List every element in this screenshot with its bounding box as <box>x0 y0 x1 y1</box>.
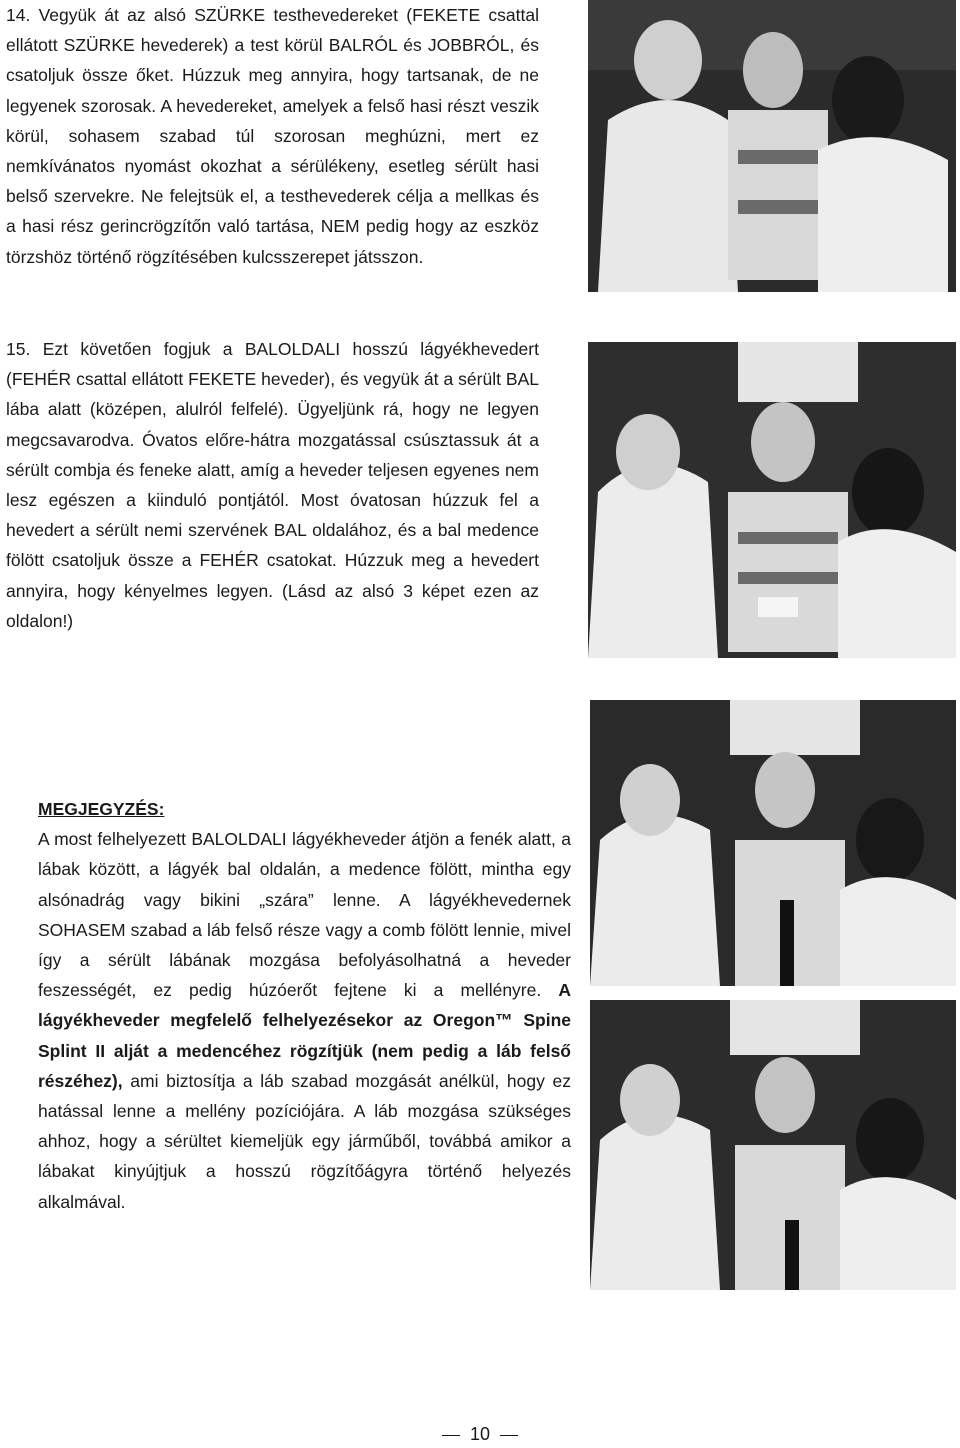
photo-note-1 <box>590 700 956 986</box>
step-15-paragraph <box>6 334 539 636</box>
footer-dash-right <box>500 1435 518 1436</box>
note-paragraph <box>38 794 571 1217</box>
note-bold-text: A lágyékheveder megfelelő felhelyezésekor az Oregon™ Spine Splint II alját a medencéhez rögzítjük (nem pedig a láb felső részéhez), <box>38 980 571 1091</box>
step-15-number: 15. <box>6 339 31 359</box>
note-title: MEGJEGYZÉS: <box>38 799 165 819</box>
step-14-paragraph <box>6 0 539 272</box>
photo-step-14 <box>588 0 956 292</box>
footer-dash-left <box>442 1435 460 1436</box>
note-text-2: ami biztosítja a láb szabad mozgását anélkül, hogy ez hatással lenne a mellény pozíciójára. A láb mozgása szükséges ahhoz, hogy a sérültet kiemeljük egy járműből, továbbá amikor a lábakat kinyújtjuk a hosszú rögzítőágyra történő helyezés alkalmával. <box>38 1070 571 1212</box>
step-14-number: 14. <box>6 5 31 25</box>
step-15-text: Ezt követően fogjuk a BALOLDALI hosszú lágyékhevedert (FEHÉR csattal ellátott FEKETE heveder), és vegyük át a sérült BAL lába alatt (középen, alulról felfelé). Ügyeljünk rá, hogy ne legyen megcsavarodva. Óvatos előre-hátra mozgatással csúsztassuk át a sérült combja és feneke alatt, amíg a heveder teljesen egyenes nem lesz egészen a kiinduló pontjától. Most óvatosan húzzuk fel a hevedert a sérült nemi szervének BAL oldalához, és a bal medence fölött csatoljuk össze a FEHÉR csatokat. Húzzuk meg a hevedert annyira, hogy kényelmes legyen. (Lásd az alsó 3 képet ezen az oldalon!) <box>6 339 539 631</box>
note-text-1: A most felhelyezett BALOLDALI lágyékheveder átjön a fenék alatt, a lábak között, a lágyék bal oldalán, a medence fölött, mintha egy alsónadrág vagy bikini „szára” lenne. A lágyékhevedernek SOHASEM szabad a láb felső része vagy a comb fölött lennie, mivel így a sérült lábának mozgása befolyásolhatná a heveder feszességét, ez pedig húzóerőt fejtene ki a mellényre. <box>38 829 571 1001</box>
page-number: 10 <box>469 1424 491 1444</box>
photo-step-15 <box>588 342 956 658</box>
page-footer <box>0 1424 960 1445</box>
step-14-text: Vegyük át az alsó SZÜRKE testhevedereket (FEKETE csattal ellátott SZÜRKE hevederek) a test körül BALRÓL és JOBBRÓL, és csatoljuk össze őket. Húzzuk meg annyira, hogy tartsanak, de ne legyenek szorosak. A hevedereket, amelyek a felső hasi részt veszik körül, sohasem szabad túl szorosan meghúzni, mert ez nemkívánatos nyomást okozhat a sérülékeny, esetleg sérült hasi belső szervekre. Ne felejtsük el, a testhevederek célja a mellkas és a hasi rész gerincrögzítőn való tartása, NEM pedig hogy az eszköz törzshöz történő rögzítésében kulcsszerepet játsszon. <box>6 5 539 267</box>
photo-note-2 <box>590 1000 956 1290</box>
